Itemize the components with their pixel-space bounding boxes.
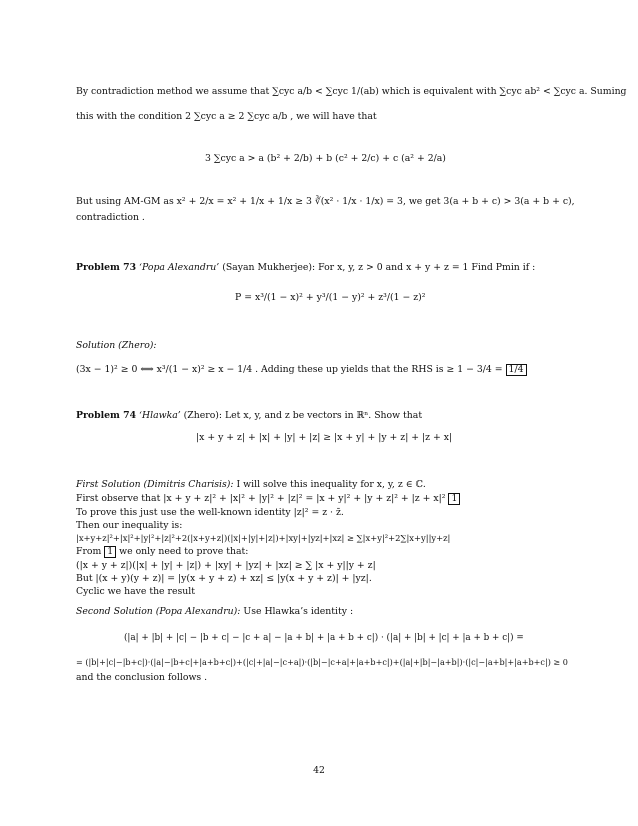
problem-title: Problem 73 bbox=[76, 262, 137, 273]
solution-line: Then our inequality is: bbox=[76, 520, 183, 531]
solution-line: (|x + y + z|)(|x| + |y| + |z|) + |xy| + |yz| + |xz| ≥ ∑ |x + y||y + z| bbox=[76, 560, 376, 571]
solution-text: Use Hlawka’s identity : bbox=[243, 606, 354, 617]
solution-line bbox=[76, 364, 527, 376]
paragraph-line: this with the condition 2 ∑cyc a ≥ 2 ∑cyc a/b , we will have that bbox=[76, 111, 377, 122]
second-solution-heading bbox=[76, 606, 353, 618]
solution-text: I will solve this inequality for x, y, z ∈ ℂ. bbox=[236, 479, 426, 490]
solution-text: From bbox=[76, 546, 102, 557]
boxed-answer: 1/4 bbox=[506, 364, 527, 376]
solution-line: Cyclic we have the result bbox=[76, 586, 195, 597]
paragraph-line: and the conclusion follows . bbox=[76, 672, 208, 683]
solution-text: (3x − 1)² ≥ 0 ⟺ x³/(1 − x)² ≥ x − 1/4 . Adding these up yields that the RHS is ≥ 1 − 3/4 = bbox=[76, 364, 503, 375]
paragraph-line: By contradiction method we assume that ∑cyc a/b < ∑cyc 1/(ab) which is equivalent with ∑cyc ab² < ∑cyc a. Suming bbox=[76, 86, 627, 97]
problem-title: Problem 74 bbox=[76, 410, 137, 421]
solution-line: |x+y+z|²+|x|²+|y|²+|z|²+2(|x+y+z|)(|x|+|y|+|z|)+|xy|+|yz|+|xz| ≥ ∑|x+y|²+2∑|x+y||y+z| bbox=[76, 533, 451, 543]
display-equation: |x + y + z| + |x| + |y| + |z| ≥ |x + y| + |y + z| + |z + x| bbox=[196, 432, 453, 443]
problem-text: (Sayan Mukherjee): For x, y, z > 0 and x + y + z = 1 Find Pmin if : bbox=[222, 262, 536, 273]
solution-line bbox=[76, 546, 248, 558]
paragraph-line: contradiction . bbox=[76, 212, 145, 223]
solution-text: we only need to prove that: bbox=[119, 546, 249, 557]
problem-text: (Zhero): Let x, y, and z be vectors in ℝⁿ. Show that bbox=[183, 410, 423, 421]
problem-73-heading bbox=[76, 262, 535, 274]
equation-reference-box: 1 bbox=[448, 493, 460, 505]
solution-line: But |(x + y)(y + z)| = |y(x + y + z) + xz| ≤ |y(x + y + z)| + |yz|. bbox=[76, 573, 372, 584]
solution-label: Solution (Zhero): bbox=[76, 340, 157, 351]
first-solution-heading bbox=[76, 479, 426, 491]
problem-author: ‘Popa Alexandru’ bbox=[139, 262, 220, 273]
solution-text: First observe that |x + y + z|² + |x|² + |y|² + |z|² = |x + y|² + |y + z|² + |z + x|² bbox=[76, 493, 446, 504]
display-equation: (|a| + |b| + |c| − |b + c| − |c + a| − |a + b| + |a + b + c|) · (|a| + |b| + |c| + |a + b + c|) = bbox=[124, 633, 524, 643]
solution-label: First Solution (Dimitris Charisis): bbox=[76, 479, 234, 490]
page-number: 42 bbox=[313, 765, 325, 776]
display-equation: = (|b|+|c|−|b+c|)·(|a|−|b+c|+|a+b+c|)+(|c|+|a|−|c+a|)·(|b|−|c+a|+|a+b+c|)+(|a|+|b|−|a+b|)·(|c|−|a+b|+|a+b+c|) ≥ 0 bbox=[76, 657, 568, 667]
problem-74-heading bbox=[76, 410, 422, 422]
solution-label: Second Solution (Popa Alexandru): bbox=[76, 606, 241, 617]
solution-line bbox=[76, 493, 460, 505]
equation-reference-box: 1 bbox=[104, 546, 116, 558]
solution-line: To prove this just use the well-known identity |z|² = z · z̄. bbox=[76, 507, 344, 518]
problem-author: ‘Hlawka’ bbox=[139, 410, 181, 421]
paragraph-line: But using AM-GM as x² + 2/x = x² + 1/x + 1/x ≥ 3 ∛(x² · 1/x · 1/x) = 3, we get 3(a + b + c) > 3(a + b + c), bbox=[76, 196, 575, 207]
display-equation: 3 ∑cyc a > a (b² + 2/b) + b (c² + 2/c) + c (a² + 2/a) bbox=[205, 153, 446, 164]
display-equation: P = x³/(1 − x)² + y³/(1 − y)² + z³/(1 − z)² bbox=[235, 292, 426, 303]
